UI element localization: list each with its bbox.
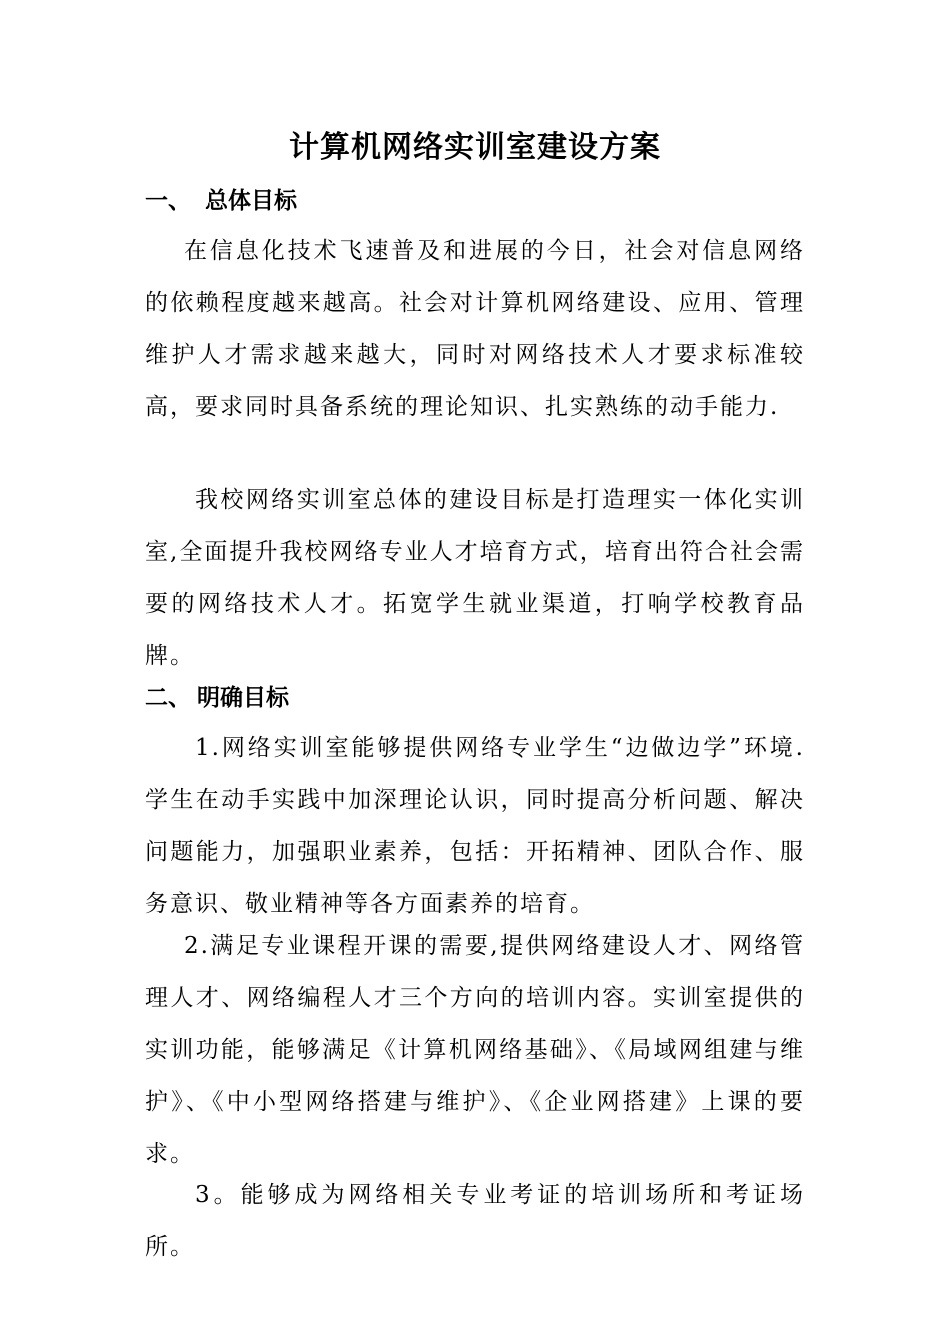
section-title: 明确目标 bbox=[197, 685, 289, 711]
paragraph: 2.满足专业课程开课的需要,提供网络建设人才、网络管理人才、网络编程人才三个方向的培训内容。实训室提供的实训功能，能够满足《计算机网络基础》、《局域网组建与维护》、《中小型网络搭建与维护》、《企业网搭建》上课的要求。 bbox=[145, 933, 805, 1167]
document-title: 计算机网络实训室建设方案 bbox=[289, 130, 661, 165]
section-title: 总体目标 bbox=[205, 188, 297, 214]
paragraph: 我校网络实训室总体的建设目标是打造理实一体化实训室,全面提升我校网络专业人才培育方式，培育出符合社会需要的网络技术人才。拓宽学生就业渠道，打响学校教育品牌。 bbox=[145, 487, 805, 669]
section-number: 二、 bbox=[145, 685, 191, 711]
section-number: 一、 bbox=[145, 188, 191, 214]
paragraph: 在信息化技术飞速普及和进展的今日，社会对信息网络的依赖程度越来越高。社会对计算机网络建设、应用、管理维护人才需求越来越大，同时对网络技术人才要求标准较高，要求同时具备系统的理论知识、扎实熟练的动手能力. bbox=[145, 238, 805, 420]
section-heading-1 bbox=[145, 183, 297, 219]
paragraph: 1.网络实训室能够提供网络专业学生“边做边学”环境.学生在动手实践中加深理论认识，同时提高分析问题、解决问题能力，加强职业素养，包括：开拓精神、团队合作、服务意识、敬业精神等各方面素养的培育。 bbox=[145, 735, 805, 917]
paragraph: 3。能够成为网络相关专业考证的培训场所和考证场所。 bbox=[145, 1182, 805, 1260]
section-heading-2 bbox=[145, 680, 289, 716]
